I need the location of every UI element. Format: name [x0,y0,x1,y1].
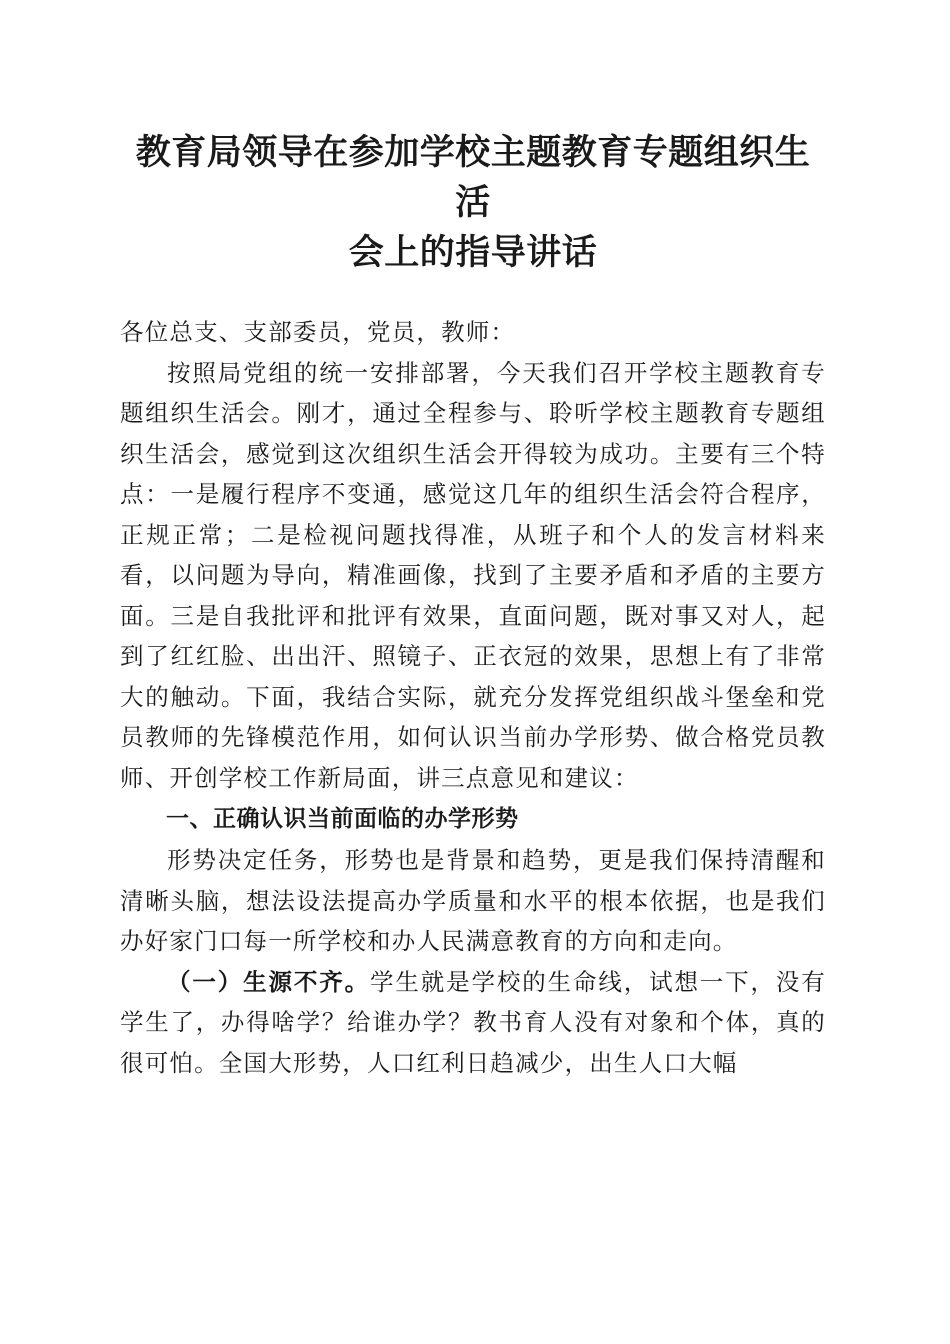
section-heading-1: 一、正确认识当前面临的办学形势 [166,806,519,832]
document-title-line-2: 会上的指导讲话 [348,232,598,273]
subsection-1-text: 学生就是学校的生命线，试想一下，没有学生了，办得啥学？给谁办学？教书育人没有对象和个体，真的很可怕。全国大形势，人口红利日趋减少，出生人口大幅 [120,967,826,1077]
subsection-1-label: （一）生源不齐。 [167,967,370,996]
document-title [120,128,826,278]
section-1-paragraph: 形势决定任务，形势也是背景和趋势，更是我们保持清醒和清晰头脑，想法设法提高办学质量和水平的根本依据，也是我们办好家门口每一所学校和办人民满意教育的方向和走向。 [120,846,826,955]
document-title-line-1: 教育局领导在参加学校主题教育专题组织生活 [135,132,811,223]
salutation: 各位总支、支部委员，党员，教师： [120,318,516,346]
intro-paragraph: 按照局党组的统一安排部署，今天我们召开学校主题教育专题组织生活会。刚才，通过全程参与、聆听学校主题教育专题组织生活会，感觉到这次组织生活会开得较为成功。主要有三个特点：一是履行程序不变通，感觉这几年的组织生活会符合程序，正规正常；二是检视问题找得准，从班子和个人的发言材料来看，以问题为导向，精准画像，找到了主要矛盾和矛盾的主要方面。三是自我批评和批评有效果，直面问题，既对事又对人，起到了红红脸、出出汗、照镜子、正衣冠的效果，思想上有了非常大的触动。下面，我结合实际，就充分发挥党组织战斗堡垒和党员教师的先锋模范作用，如何认识当前办学形势、做合格党员教师、开创学校工作新局面，讲三点意见和建议： [120,358,826,792]
document-page [120,128,826,1083]
subsection-1-paragraph [120,962,826,1084]
